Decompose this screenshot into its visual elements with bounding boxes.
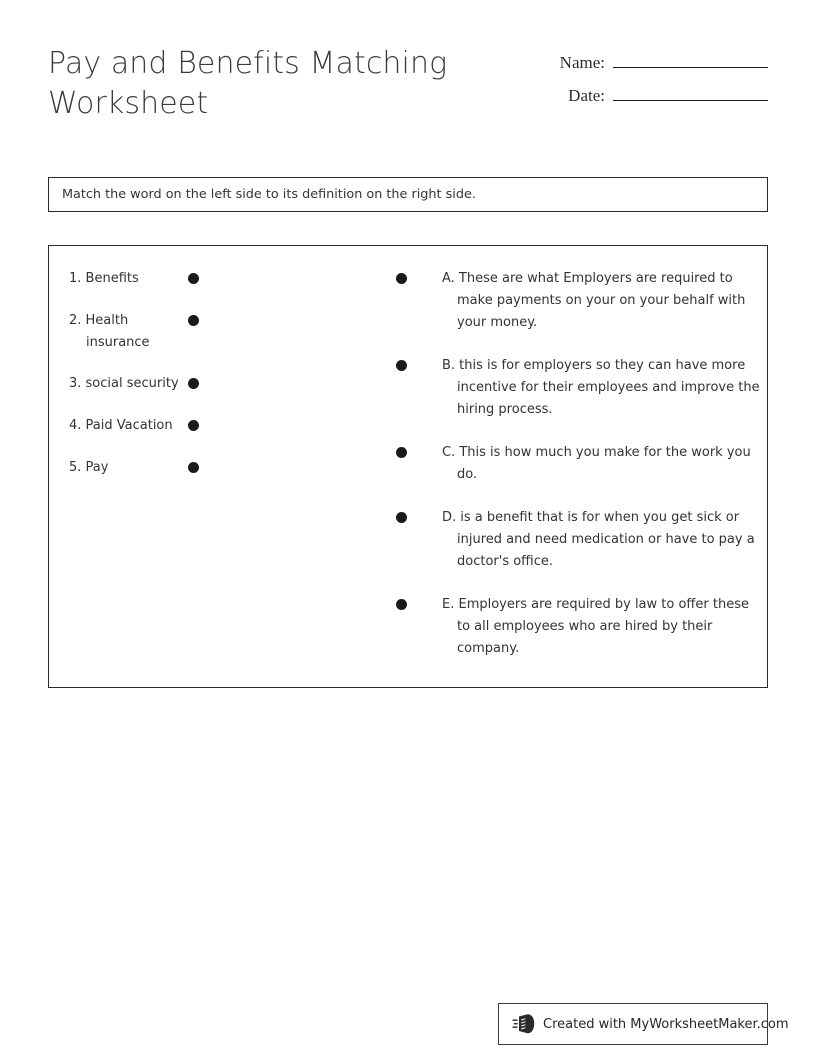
list-item [396,268,746,334]
term-label: 1. Benefits [69,271,139,286]
term-match-dot[interactable] [188,462,199,473]
list-item [396,355,760,421]
instructions-box [48,177,768,212]
term-match-dot[interactable] [188,273,199,284]
definition-match-dot[interactable] [396,447,407,458]
term-label: 3. social security [69,376,179,391]
date-field-row [543,83,768,116]
name-date-fields [543,50,768,116]
matching-exercise-box [48,245,768,688]
list-item [396,507,755,573]
list-item [69,310,229,353]
badge-label: Created with MyWorksheetMaker.com [543,1016,789,1032]
term-label: 2. Health insurance [69,313,150,350]
definition-match-dot[interactable] [396,599,407,610]
list-item [69,457,229,479]
definition-label: B. this is for employers so they can have more incentive for their employees and improve the hiring process. [442,358,760,417]
date-input-line[interactable] [613,83,768,101]
name-label: Name: [559,53,605,72]
worksheet-maker-logo-icon [512,1013,536,1035]
definitions-column [396,268,760,681]
term-match-dot[interactable] [188,315,199,326]
list-item [69,415,229,437]
list-item [69,373,229,395]
list-item [69,268,229,290]
definition-label: C. This is how much you make for the work you do. [442,445,751,482]
definition-label: A. These are what Employers are required to make payments on your on your behalf with your money. [442,271,746,330]
definition-label: D. is a benefit that is for when you get sick or injured and need medication or have to pay a doctor's office. [442,510,755,569]
worksheet-header [48,44,768,134]
definition-match-dot[interactable] [396,273,407,284]
term-match-dot[interactable] [188,420,199,431]
definition-match-dot[interactable] [396,512,407,523]
instructions-text: Match the word on the left side to its definition on the right side. [62,186,476,202]
created-with-badge[interactable] [498,1003,789,1045]
terms-column [69,268,229,499]
matching-columns [49,246,767,687]
term-match-dot[interactable] [188,378,199,389]
list-item [396,442,751,486]
page-title: Pay and Benefits Matching Worksheet [48,46,448,121]
list-item [396,594,749,660]
name-input-line[interactable] [613,50,768,68]
definition-label: E. Employers are required by law to offer these to all employees who are hired by their company. [442,597,749,656]
term-label: 4. Paid Vacation [69,418,173,433]
term-label: 5. Pay [69,460,109,475]
definition-match-dot[interactable] [396,360,407,371]
date-label: Date: [568,86,605,105]
name-field-row [543,50,768,83]
